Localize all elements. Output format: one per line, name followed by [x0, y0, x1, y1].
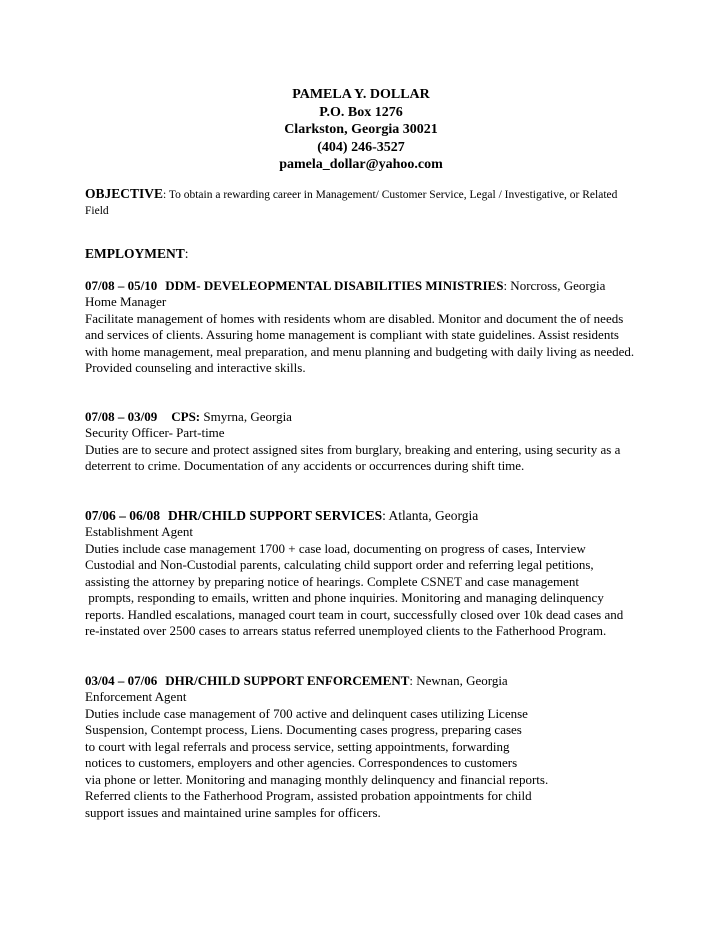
job-location: Smyrna, Georgia [200, 408, 292, 424]
job-location: : Newnan, Georgia [409, 672, 508, 688]
objective-section [85, 186, 645, 219]
job-duty-line: via phone or letter. Monitoring and managing monthly delinquency and financial reports. [85, 771, 549, 787]
applicant-name: PAMELA Y. DOLLAR [292, 87, 430, 102]
job-employer: CPS: [171, 408, 201, 424]
contact-header [191, 86, 531, 174]
job-dates: 07/08 – 03/09 [85, 408, 158, 424]
job-duty-line: with home management, meal preparation, and menu planning and budgeting with daily living as needed. [85, 343, 635, 359]
job-duty-line: assisting the attorney by preparing notice of hearings. Complete CSNET and case management [85, 573, 579, 589]
job-role: Establishment Agent [85, 524, 193, 539]
job-employer: DDM- DEVELEOPMENTAL DISABILITIES MINISTRIES [165, 277, 504, 293]
job-entry [85, 508, 645, 640]
job-duty-line: and services of clients. Assuring home management is compliant with state guidelines. Assist residents [85, 327, 619, 342]
job-duty-line: notices to customers, employers and other agencies. Correspondences to customers [85, 755, 518, 770]
job-duty-line: Referred clients to the Fatherhood Program, assisted probation appointments for child [85, 788, 532, 803]
email-address: pamela_dollar@yahoo.com [279, 157, 443, 172]
job-employer: DHR/CHILD SUPPORT SERVICES [168, 507, 383, 523]
job-duty-line: re-instated over 2500 cases to arrears status referred unemployed clients to the Fatherhood Program. [85, 623, 607, 638]
job-dates: 07/06 – 06/08 [85, 507, 161, 523]
job-duty-line: Suspension, Contempt process, Liens. Documenting cases progress, preparing cases [85, 722, 522, 737]
job-role: Security Officer- Part-time [85, 425, 225, 440]
job-duty-line: deterrent to crime. Documentation of any accidents or occurrences during shift time. [85, 458, 525, 473]
employment-heading: EMPLOYMENT: [85, 245, 189, 261]
objective-text-line2: Field [85, 204, 109, 217]
job-role: Enforcement Agent [85, 689, 187, 704]
job-entry [85, 409, 645, 475]
job-duty-line: reports. Handled escalations, managed court team in court, successfully closed over 10k dead cases and [85, 606, 624, 622]
job-role: Home Manager [85, 294, 167, 309]
job-dates: 03/04 – 07/06 [85, 672, 158, 688]
job-duty-line: Duties include case management of 700 active and delinquent cases utilizing License [85, 705, 528, 721]
job-duty-line: Facilitate management of homes with residents whom are disabled. Monitor and document the of needs [85, 310, 624, 326]
job-dates: 07/08 – 05/10 [85, 277, 158, 293]
job-location: : Norcross, Georgia [503, 277, 606, 293]
job-location: : Atlanta, Georgia [382, 507, 479, 523]
job-entry [85, 673, 645, 822]
job-duty-line: Duties include case management 1700 + case load, documenting on progress of cases, Interview [85, 540, 586, 556]
job-duty-line: Duties are to secure and protect assigned sites from burglary, breaking and entering, using security as a [85, 441, 621, 457]
job-employer: DHR/CHILD SUPPORT ENFORCEMENT [165, 672, 410, 688]
po-box: P.O. Box 1276 [319, 104, 403, 120]
job-duty-line: prompts, responding to emails, written and phone inquiries. Monitoring and managing delinquency [85, 590, 604, 605]
objective-text-line1: : To obtain a rewarding career in Management/ Customer Service, Legal / Investigative, or Related [163, 188, 618, 201]
job-entry [85, 278, 645, 377]
job-duty-line: support issues and maintained urine samples for officers. [85, 804, 381, 820]
city-state-zip: Clarkston, Georgia 30021 [284, 122, 438, 137]
phone-number: (404) 246-3527 [317, 139, 405, 155]
job-duty-line: Provided counseling and interactive skills. [85, 360, 306, 375]
objective-label: OBJECTIVE [85, 185, 164, 201]
job-duty-line: Custodial and Non-Custodial parents, calculating child support order and referring legal petitions, [85, 557, 594, 572]
resume-page [85, 86, 645, 821]
job-duty-line: to court with legal referrals and process service, setting appointments, forwarding [85, 738, 510, 754]
